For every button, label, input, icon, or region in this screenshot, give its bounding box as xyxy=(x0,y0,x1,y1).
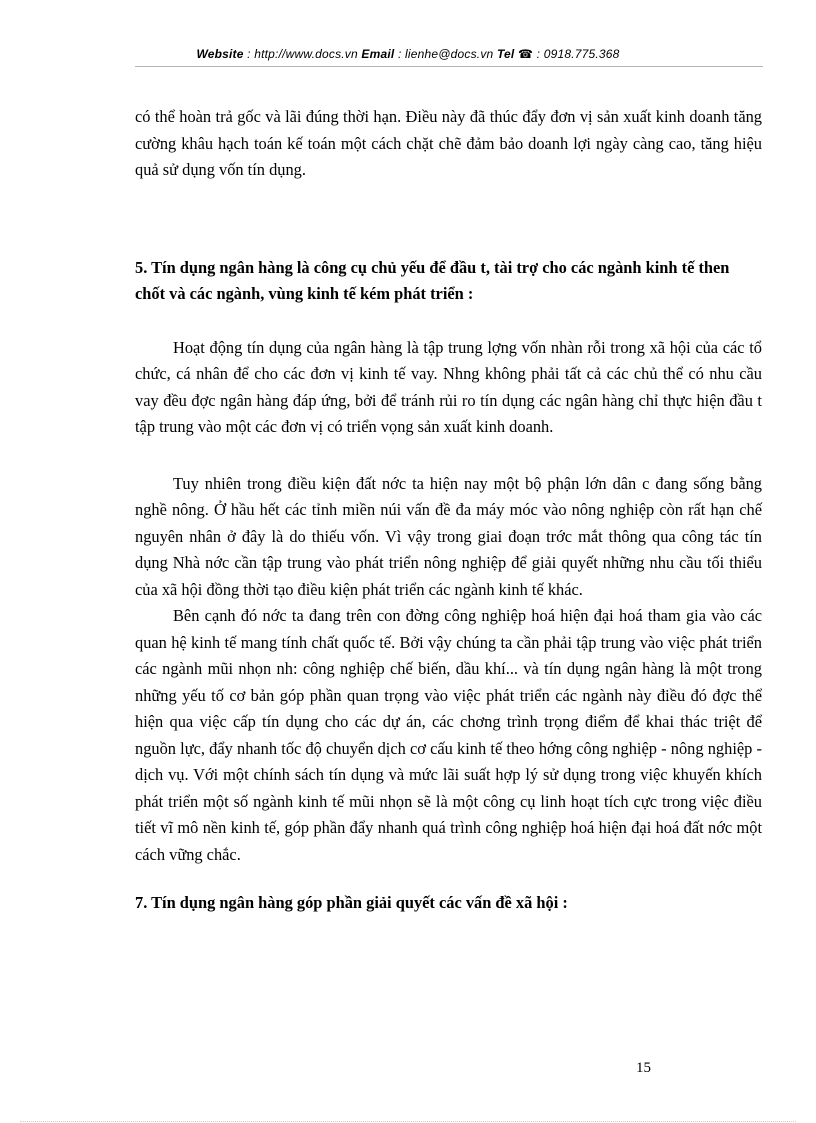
tel-label: Tel ☎ xyxy=(496,47,534,61)
page-number: 15 xyxy=(636,1060,651,1076)
email-link[interactable]: : lienhe@docs.vn xyxy=(394,47,497,61)
paragraph-industrialization: Bên cạnh đó nớc ta đang trên con đờng công nghiệp hoá hiện đại hoá tham gia vào các quan hệ kinh tế mang tính chất quốc tế. Bởi vậy chúng ta cần phải tập trung vào việc phát triển các ngành mũi nhọn nh: công nghiệp chế biến, dầu khí... và tín dụng ngân hàng là một trong những yếu tố cơ bản góp phần quan trọng vào việc phát triển các ngành này điều đó đợc thể hiện qua việc cấp tín dụng cho các dự án, các chơng trình trọng điểm để khai thác triệt để nguồn lực, đẩy nhanh tốc độ chuyển dịch cơ cấu kinh tế theo hớng công nghiệp - nông nghiệp - dịch vụ. Với một chính sách tín dụng và mức lãi suất hợp lý sử dụng trong việc khuyến khích phát triển một số ngành kinh tế mũi nhọn sẽ là một công cụ linh hoạt tích cực trong việc điều tiết vĩ mô nền kinh tế, góp phần đẩy nhanh quá trình công nghiệp hoá hiện đại hoá đất nớc một cách vững chắc. xyxy=(135,606,762,864)
page-header xyxy=(0,47,816,61)
document-body xyxy=(135,104,762,917)
email-label: Email xyxy=(361,47,395,61)
section-heading-5: 5. Tín dụng ngân hàng là công cụ chủ yếu để đầu t, tài trợ cho các ngành kinh tế then chốt và các ngành, vùng kinh tế kém phát triển : xyxy=(135,257,730,303)
website-label: Website xyxy=(196,47,244,61)
paragraph-agriculture: Tuy nhiên trong điều kiện đất nớc ta hiện nay một bộ phận lớn dân c đang sống bằng nghề nông. Ở hầu hết các tỉnh miền núi vấn đề đa máy móc vào nông nghiệp còn rất hạn chế nguyên nhân ở đây là do thiếu vốn. Vì vậy trong giai đoạn trớc mắt thông qua công tác tín dụng Nhà nớc cần tập trung vào phát triển nông nghiệp để giải quyết những nhu cầu tối thiểu của xã hội đồng thời tạo điều kiện phát triển các ngành kinh tế khác. xyxy=(135,473,762,599)
paragraph-continuation: có thể hoàn trả gốc và lãi đúng thời hạn. Điều này đã thúc đẩy đơn vị sản xuất kinh doanh tăng cường khâu hạch toán kế toán một cách chặt chẽ đảm bảo doanh lợi ngày càng cao, tăng hiệu quả sử dụng vốn tín dụng. xyxy=(135,107,762,179)
header-divider xyxy=(135,66,763,67)
section-heading-7: 7. Tín dụng ngân hàng góp phần giải quyết các vấn đề xã hội : xyxy=(135,893,568,912)
tel-value: : 0918.775.368 xyxy=(533,47,620,61)
website-link[interactable]: : http://www.docs.vn xyxy=(243,47,362,61)
paragraph-credit-activity: Hoạt động tín dụng của ngân hàng là tập trung lợng vốn nhàn rỗi trong xã hội của các tổ chức, cá nhân để cho các đơn vị kinh tế vay. Nhng không phải tất cả các chủ thể có nhu cầu vay đều đợc ngân hàng đáp ứng, bởi để tránh rủi ro tín dụng các ngân hàng chỉ thực hiện đầu t tập trung vào một các đơn vị có triển vọng sản xuất kinh doanh. xyxy=(135,337,762,436)
footer-divider xyxy=(20,1121,796,1122)
